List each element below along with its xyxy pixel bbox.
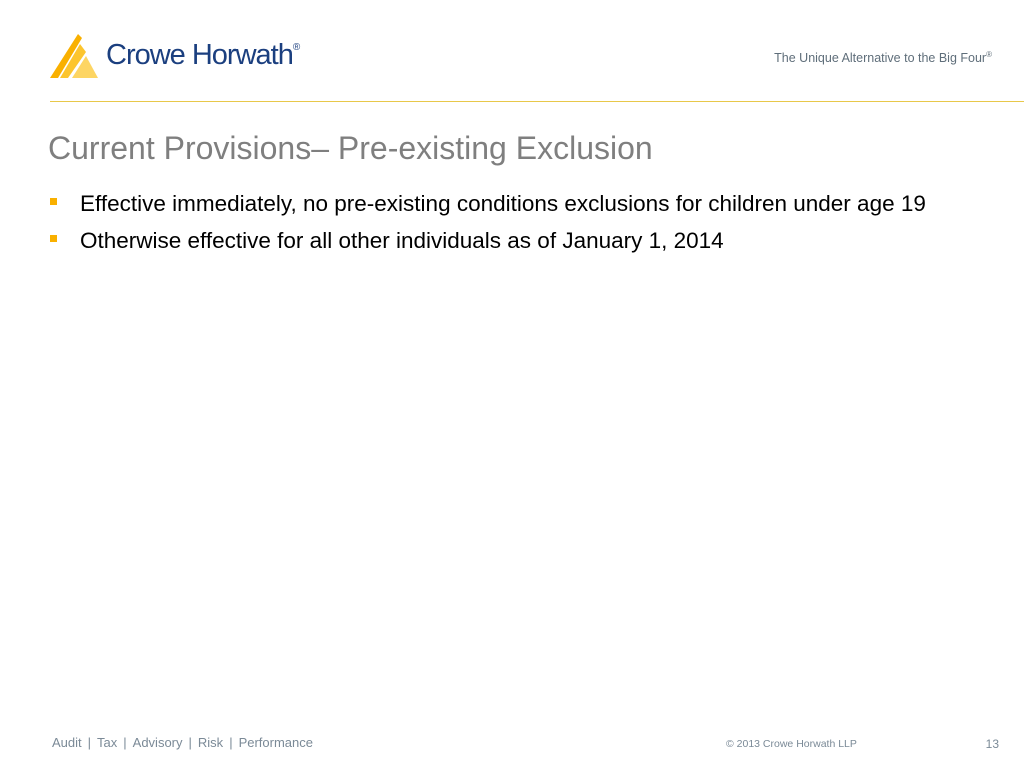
header-tagline: The Unique Alternative to the Big Four® bbox=[774, 50, 992, 66]
logo-wordmark: Crowe Horwath® bbox=[106, 38, 301, 71]
square-bullet-icon bbox=[50, 235, 57, 242]
bullet-list bbox=[48, 188, 978, 262]
slide-title: Current Provisions– Pre-existing Exclusion bbox=[48, 130, 653, 166]
footer-service-lines bbox=[52, 735, 313, 750]
bullet-item bbox=[48, 188, 978, 219]
bullet-text: Otherwise effective for all other individuals as of January 1, 2014 bbox=[80, 228, 724, 253]
footer-item-performance: Performance bbox=[238, 735, 313, 750]
page-number: 13 bbox=[985, 737, 999, 751]
bullet-text: Effective immediately, no pre-existing conditions exclusions for children under age 19 bbox=[80, 191, 926, 216]
bullet-item bbox=[48, 225, 978, 256]
footer-separator: | bbox=[87, 735, 92, 750]
footer-item-advisory: Advisory bbox=[132, 735, 183, 750]
header-divider bbox=[50, 101, 1024, 102]
footer-separator: | bbox=[188, 735, 192, 750]
footer-item-risk: Risk bbox=[197, 735, 224, 750]
copyright-notice: © 2013 Crowe Horwath LLP bbox=[726, 738, 857, 750]
footer-item-audit: Audit bbox=[52, 735, 82, 750]
footer-separator: | bbox=[123, 735, 127, 750]
footer-item-tax: Tax bbox=[97, 735, 118, 750]
crowe-horwath-logo bbox=[48, 30, 300, 80]
square-bullet-icon bbox=[50, 198, 57, 205]
crowe-logo-mark-icon bbox=[48, 30, 100, 80]
footer-separator: | bbox=[229, 735, 233, 750]
